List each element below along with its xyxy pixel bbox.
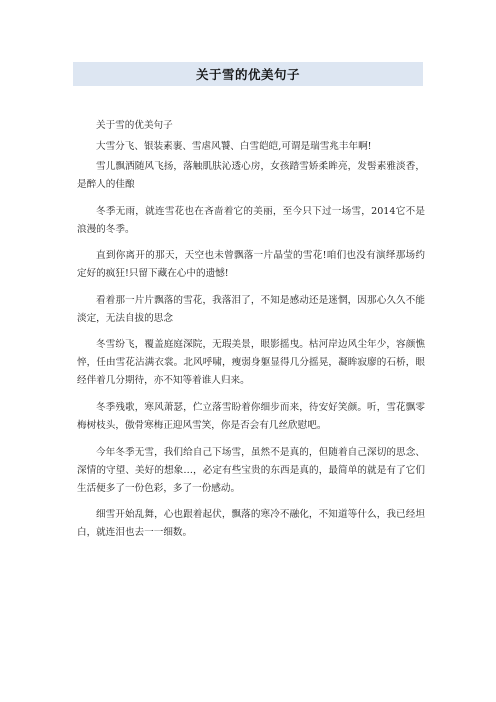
paragraph: 大雪分飞、银装素裹、雪虐风饕、白雪皑皑,可谓是瑞雪兆丰年啊! bbox=[96, 140, 372, 152]
title-banner bbox=[73, 62, 423, 86]
paragraph: 冬季无雨，就连雪花也在吝啬着它的美丽，至今只下过一场雪，2014它不是浪漫的冬季。 bbox=[77, 205, 425, 235]
paragraph: 雪儿飘洒随风飞扬，落触肌肤沁透心房，女孩踏雪娇柔眸亮，发髻素雅淡香，是醉人的佳酿 bbox=[77, 161, 425, 190]
paragraph: 直到你离开的那天，天空也未曾飘落一片晶莹的雪花!咱们也没有演绎那场约定好的疯狂!只留下藏在心中的遗憾! bbox=[77, 250, 425, 280]
paragraph: 冬季残歌，寒风萧瑟，伫立落雪盼着你细步而来，待安好笑颜。听，雪花飘零梅树枝头，傲骨寒梅正迎风雪笑，你是否会有几丝欣慰吧。 bbox=[77, 401, 425, 431]
paragraph: 冬雪纷飞，覆盖庭庭深院，无瑕美景，眼影摇曳。枯河岸边风尘年少，容颜憔悴，任由雪花沾满衣裳。北风呼啸，瘦弱身躯显得几分摇晃，凝眸寂廖的石桥，眼经伴着几分期待，亦不知等着谁人归来。 bbox=[77, 339, 425, 387]
paragraph-subtitle: 关于雪的优美句子 bbox=[96, 120, 173, 131]
document-title: 关于雪的优美句子 bbox=[195, 67, 300, 82]
paragraph: 今年冬季无雪，我们给自己下场雪，虽然不是真的，但随着自己深切的思念、深情的守望、美好的想象…，必定有些宝贵的东西是真的，最简单的就是有了它们生活便多了一份色彩，多了一份感动。 bbox=[77, 446, 425, 494]
document-body bbox=[77, 117, 425, 551]
paragraph: 细雪开始乱舞，心也跟着起伏，飘落的寒冷不融化，不知道等什么，我已经坦白，就连泪也去一一细数。 bbox=[77, 509, 425, 539]
paragraph: 看着那一片片飘落的雪花，我落泪了，不知是感动还是迷惘，因那心久久不能淡定，无法自拔的思念 bbox=[77, 294, 425, 324]
